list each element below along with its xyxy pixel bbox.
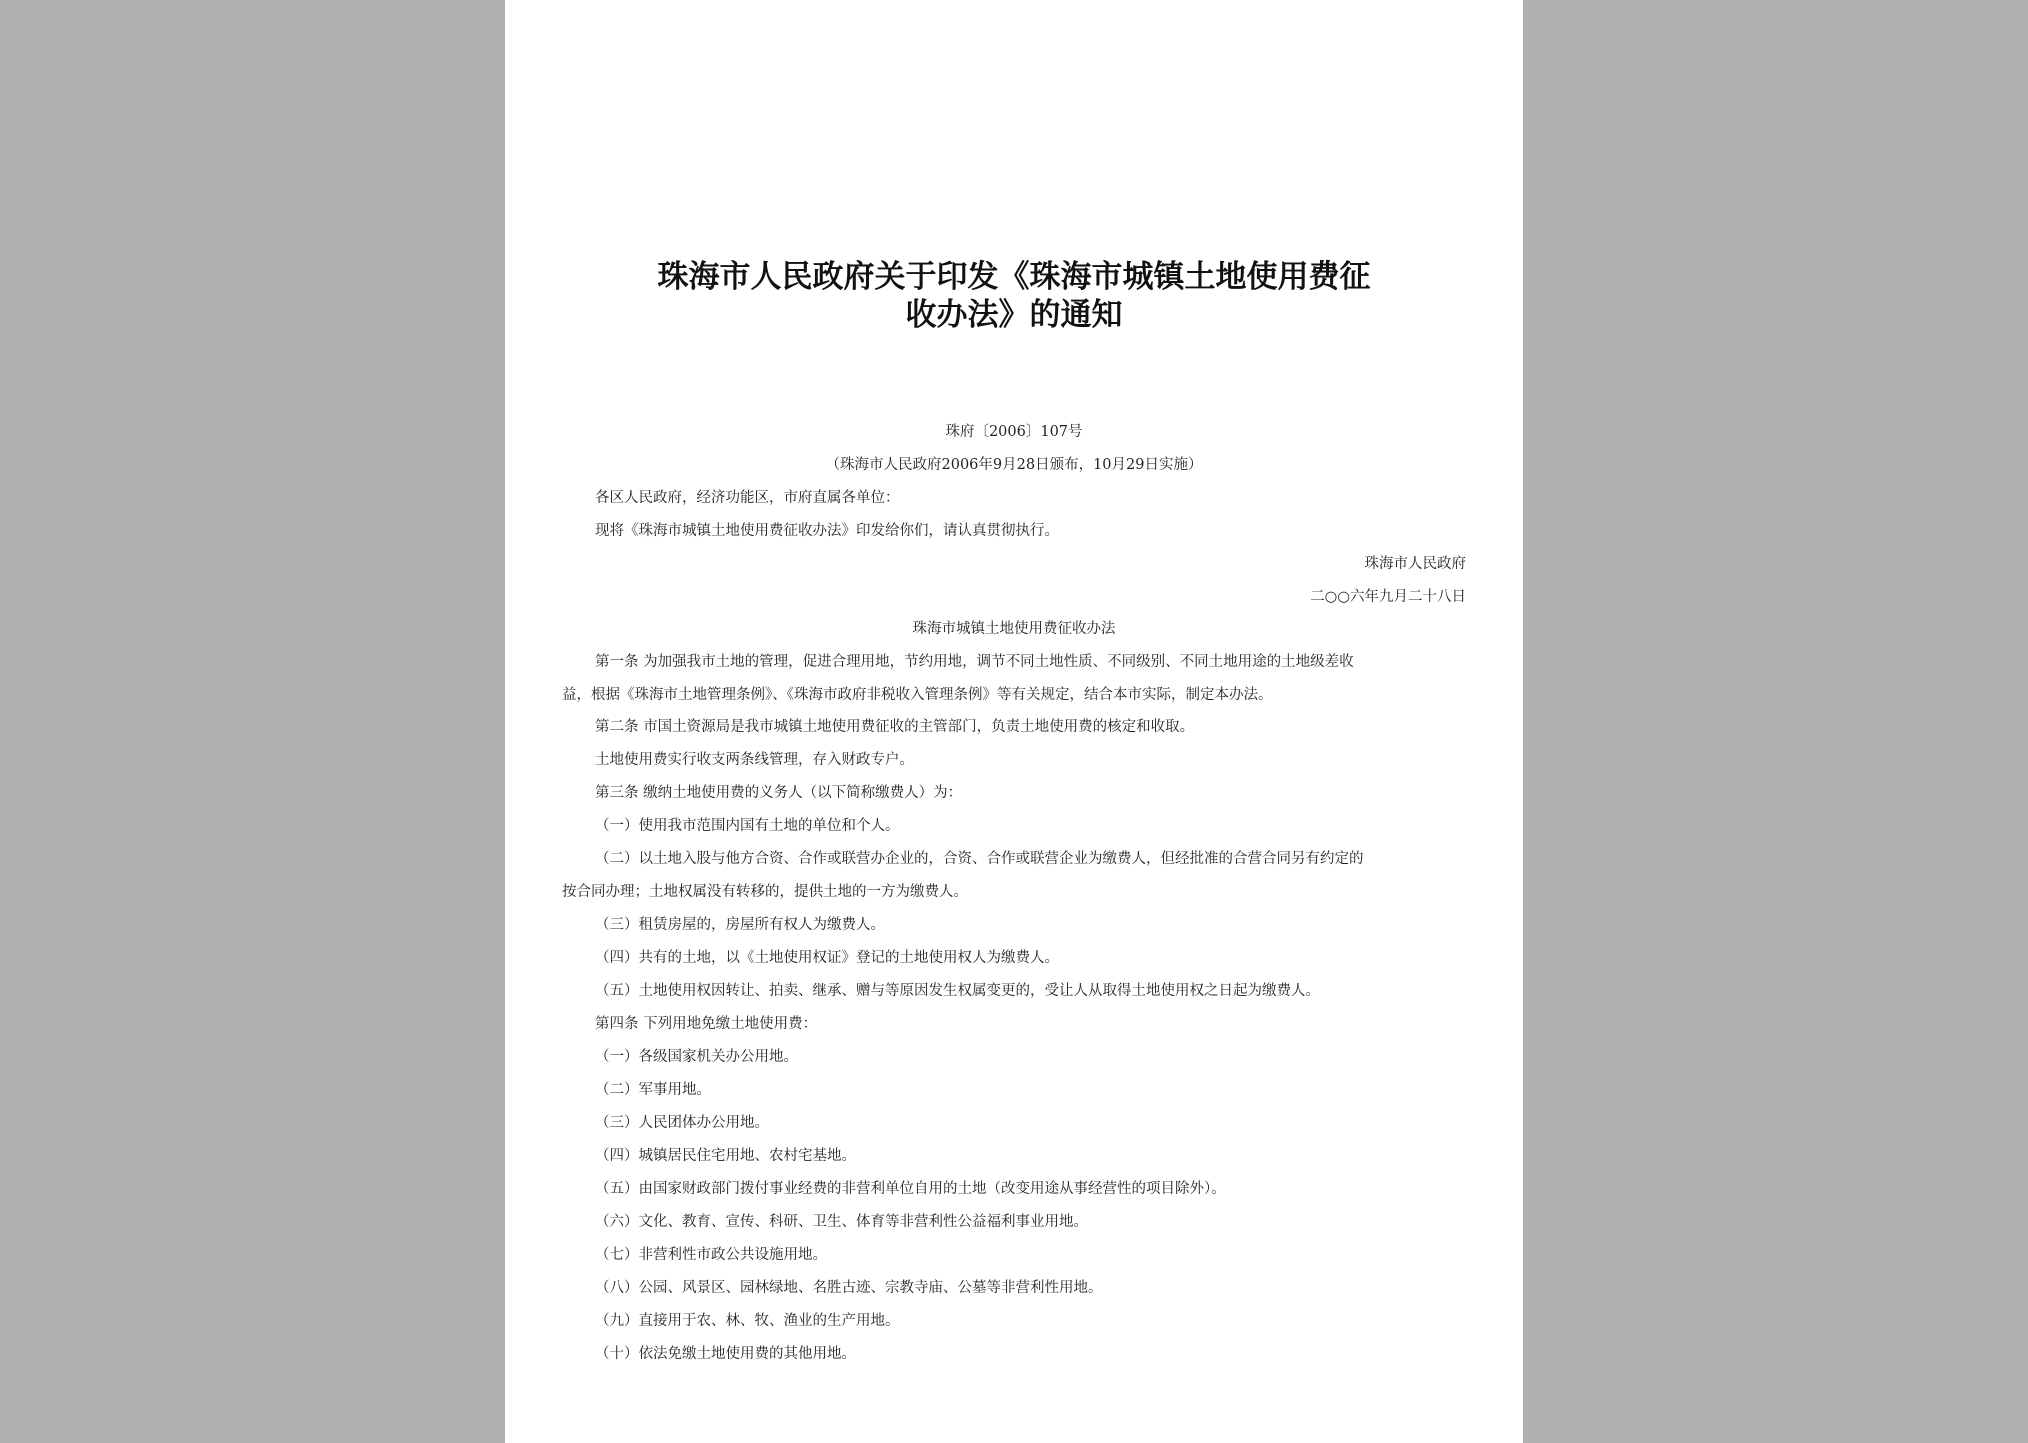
signatory: 珠海市人民政府 — [1364, 556, 1466, 572]
addressee: 各区人民政府，经济功能区，市府直属各单位： — [595, 490, 900, 506]
regulation-title: 珠海市城镇土地使用费征收办法 — [912, 621, 1116, 637]
paragraph: （五）土地使用权因转让、拍卖、继承、赠与等原因发生权属变更的，受让人从取得土地使用权之日起为缴费人。 — [595, 983, 1320, 999]
paragraph: （二）以土地入股与他方合资、合作或联营办企业的，合资、合作或联营企业为缴费人，但经批准的合营合同另有约定的 — [595, 851, 1364, 867]
paragraph: 第一条 为加强我市土地的管理，促进合理用地，节约用地，调节不同土地性质、不同级别、不同土地用途的土地级差收 — [595, 654, 1354, 670]
paragraph: 第二条 市国土资源局是我市城镇土地使用费征收的主管部门，负责土地使用费的核定和收取。 — [595, 719, 1195, 735]
paragraph: （十）依法免缴土地使用费的其他用地。 — [595, 1346, 856, 1362]
paragraph: （三）租赁房屋的，房屋所有权人为缴费人。 — [595, 917, 885, 933]
paragraph: （四）城镇居民住宅用地、农村宅基地。 — [595, 1148, 856, 1164]
paragraph: 第四条 下列用地免缴土地使用费： — [595, 1016, 818, 1032]
paragraph: 益，根据《珠海市土地管理条例》、《珠海市政府非税收入管理条例》等有关规定，结合本市实际，制定本办法。 — [562, 687, 1273, 703]
document-title — [505, 258, 1523, 334]
document-number: 珠府〔2006〕107号 — [945, 424, 1083, 440]
paragraph: （七）非营利性市政公共设施用地。 — [595, 1247, 827, 1263]
title-line-1: 珠海市人民政府关于印发《珠海市城镇土地使用费征 — [657, 259, 1371, 295]
paragraph: （八）公园、风景区、园林绿地、名胜古迹、宗教寺庙、公墓等非营利性用地。 — [595, 1280, 1103, 1296]
paragraph: 土地使用费实行收支两条线管理，存入财政专户。 — [595, 752, 914, 768]
paragraph: （一）各级国家机关办公用地。 — [595, 1049, 798, 1065]
paragraph: （六）文化、教育、宣传、科研、卫生、体育等非营利性公益福利事业用地。 — [595, 1214, 1088, 1230]
intro-paragraph: 现将《珠海市城镇土地使用费征收办法》印发给你们，请认真贯彻执行。 — [595, 523, 1059, 539]
paragraph: （五）由国家财政部门拨付事业经费的非营利单位自用的土地（改变用途从事经营性的项目除外）。 — [595, 1181, 1226, 1197]
paragraph: （一）使用我市范围内国有土地的单位和个人。 — [595, 818, 900, 834]
paragraph: 第三条 缴纳土地使用费的义务人（以下简称缴费人）为： — [595, 785, 963, 801]
document-page — [505, 0, 1523, 1443]
paragraph: （四）共有的土地，以《土地使用权证》登记的土地使用权人为缴费人。 — [595, 950, 1059, 966]
paragraph: 按合同办理；土地权属没有转移的，提供土地的一方为缴费人。 — [562, 884, 968, 900]
issue-date: 二○○六年九月二十八日 — [1310, 589, 1466, 605]
paragraph: （二）军事用地。 — [595, 1082, 711, 1098]
title-line-2: 收办法》的通知 — [905, 297, 1123, 333]
paragraph: （九）直接用于农、林、牧、渔业的生产用地。 — [595, 1313, 900, 1329]
paragraph: （三）人民团体办公用地。 — [595, 1115, 769, 1131]
promulgation-note: （珠海市人民政府2006年9月28日颁布，10月29日实施） — [825, 457, 1203, 473]
